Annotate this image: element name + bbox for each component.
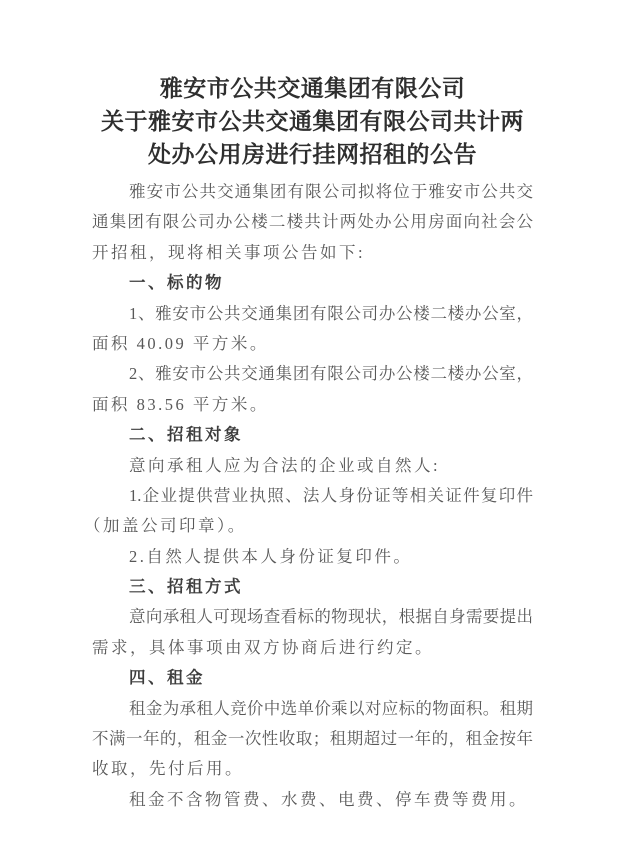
title-line-1: 雅安市公共交通集团有限公司 — [159, 76, 466, 101]
intro-line-3: 开招租，现将相关事项公告如下: — [92, 242, 366, 262]
section-2-intro: 意向承租人应为合法的企业或自然人: — [129, 455, 441, 475]
section-4-para-2: 租金不含物管费、水费、电费、停车费等费用。 — [129, 789, 528, 809]
section-1-heading: 一、标的物 — [129, 273, 224, 293]
section-4-para-1-line-3: 收取，先付后用。 — [92, 759, 244, 779]
section-2-item-1-line-1: 1.企业提供营业执照、法人身份证等相关证件复印件 — [129, 485, 533, 505]
section-1-item-2-line-1: 2、雅安市公共交通集团有限公司办公楼二楼办公室， — [129, 364, 533, 384]
section-1-item-1-line-1: 1、雅安市公共交通集团有限公司办公楼二楼办公室， — [129, 303, 533, 323]
intro-line-2: 通集团有限公司办公楼二楼共计两处办公用房面向社会公 — [92, 212, 533, 232]
document-title — [90, 72, 535, 171]
section-4-para-1-line-1: 租金为承租人竞价中选单价乘以对应标的物面积。租期 — [129, 698, 533, 718]
section-2-item-1-line-2: （加盖公司印章）。 — [84, 516, 247, 536]
section-1-item-1-line-2: 面积 40.09 平方米。 — [92, 333, 269, 353]
title-line-3: 处办公用房进行挂网招租的公告 — [148, 142, 477, 167]
section-4-heading: 四、租金 — [129, 668, 205, 688]
section-2-item-2: 2.自然人提供本人身份证复印件。 — [129, 546, 413, 566]
document-body — [84, 177, 533, 815]
section-3-line-2: 需求，具体事项由双方协商后进行约定。 — [92, 637, 434, 657]
section-4-para-1-line-2: 不满一年的，租金一次性收取；租期超过一年的，租金按年 — [92, 729, 533, 749]
section-1-item-2-line-2: 面积 83.56 平方米。 — [92, 394, 269, 414]
section-3-line-1: 意向承租人可现场查看标的物现状，根据自身需要提出 — [129, 607, 533, 627]
section-2-heading: 二、招租对象 — [129, 425, 243, 445]
title-line-2: 关于雅安市公共交通集团有限公司共计两 — [101, 109, 524, 134]
intro-line-1: 雅安市公共交通集团有限公司拟将位于雅安市公共交 — [129, 182, 533, 201]
section-3-heading: 三、招租方式 — [129, 577, 243, 597]
